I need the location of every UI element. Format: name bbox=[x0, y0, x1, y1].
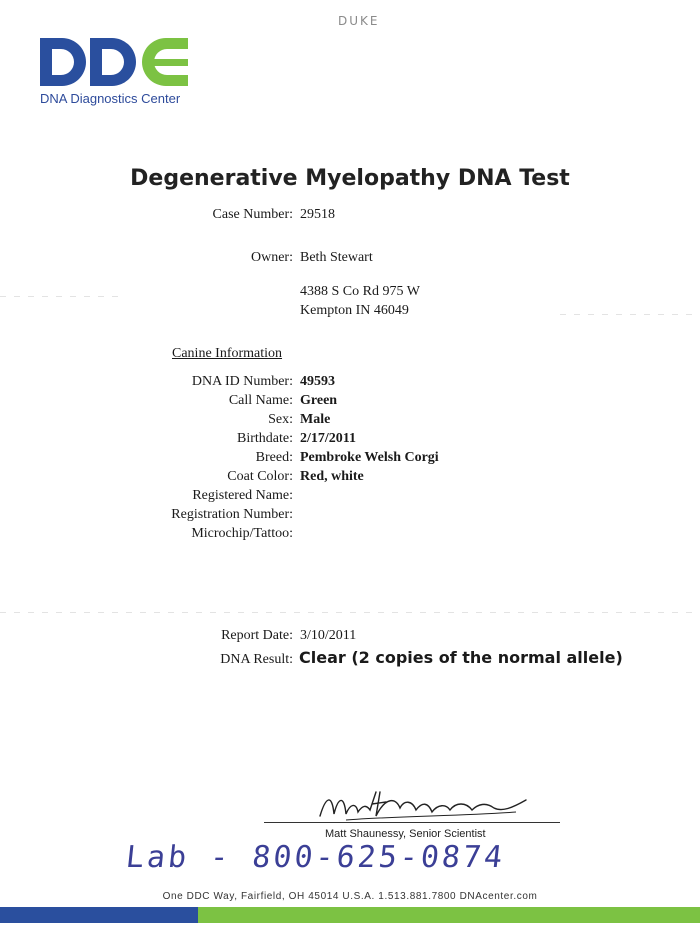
signature-line bbox=[264, 822, 560, 823]
logo-subtitle: DNA Diagnostics Center bbox=[40, 91, 181, 106]
birthdate-label: Birthdate: bbox=[237, 431, 293, 446]
footer-bar-green bbox=[198, 907, 700, 923]
owner-address-line2: Kempton IN 46049 bbox=[300, 303, 409, 318]
owner-address-line1: 4388 S Co Rd 975 W bbox=[300, 284, 420, 299]
coat-color-label: Coat Color: bbox=[227, 469, 293, 484]
coat-color-value: Red, white bbox=[300, 469, 364, 484]
handwritten-top-note: DUKE bbox=[338, 14, 380, 28]
report-date-value: 3/10/2011 bbox=[300, 628, 357, 643]
sex-value: Male bbox=[300, 412, 331, 427]
dna-result-label: DNA Result: bbox=[220, 652, 293, 667]
footer-address: One DDC Way, Fairfield, OH 45014 U.S.A. 1.513.881.7800 DNAcenter.com bbox=[162, 891, 538, 902]
ddc-logo bbox=[40, 38, 190, 86]
registration-number-label: Registration Number: bbox=[171, 507, 293, 522]
birthdate-value: 2/17/2011 bbox=[300, 431, 357, 446]
breed-label: Breed: bbox=[255, 450, 293, 465]
owner-name: Beth Stewart bbox=[300, 250, 373, 265]
dna-id-label: DNA ID Number: bbox=[191, 374, 293, 389]
sex-label: Sex: bbox=[268, 412, 293, 427]
dna-result-value: Clear (2 copies of the normal allele) bbox=[299, 648, 623, 667]
registered-name-label: Registered Name: bbox=[192, 488, 293, 503]
signatory-name-title: Matt Shaunessy, Senior Scientist bbox=[325, 828, 486, 840]
call-name-label: Call Name: bbox=[228, 393, 293, 408]
dna-id-value: 49593 bbox=[300, 374, 335, 389]
case-number-value: 29518 bbox=[300, 207, 335, 222]
breed-value: Pembroke Welsh Corgi bbox=[300, 450, 439, 465]
handwritten-lab-phone: Lab - 800-625-0874 bbox=[124, 840, 507, 875]
scan-artifact-line bbox=[0, 612, 700, 613]
document-title: Degenerative Myelopathy DNA Test bbox=[130, 166, 570, 191]
case-number-label: Case Number: bbox=[212, 207, 293, 222]
signature bbox=[316, 786, 536, 826]
scan-artifact-line bbox=[560, 314, 700, 315]
report-date-label: Report Date: bbox=[221, 628, 293, 643]
microchip-label: Microchip/Tattoo: bbox=[191, 526, 293, 541]
footer-bar-blue bbox=[0, 907, 198, 923]
scan-artifact-line bbox=[0, 296, 120, 297]
call-name-value: Green bbox=[300, 393, 338, 408]
canine-info-heading: Canine Information bbox=[172, 346, 283, 361]
owner-label: Owner: bbox=[251, 250, 293, 265]
